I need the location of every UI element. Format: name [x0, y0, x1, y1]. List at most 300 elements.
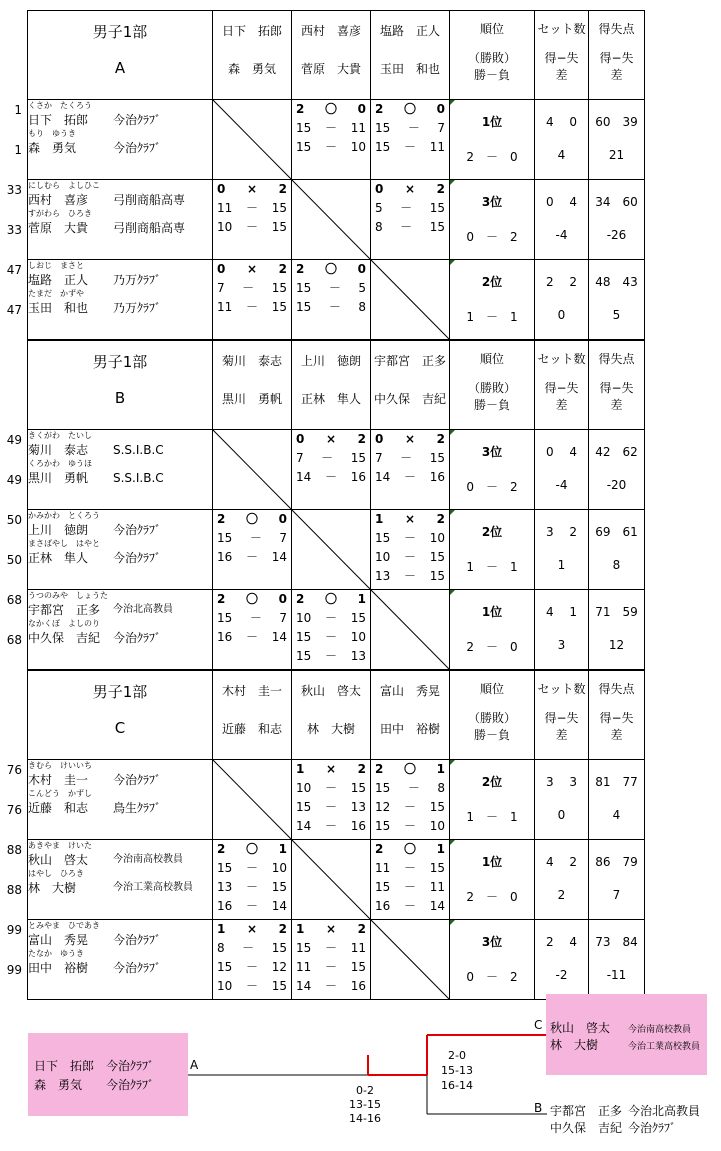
group-title-cell	[28, 11, 213, 100]
game-score: 7 － 15	[375, 451, 445, 465]
pair-kana-1: にしむら よしひこ	[28, 181, 100, 190]
pair-kana-2: すがわら ひろき	[28, 209, 92, 218]
match-result	[292, 430, 370, 487]
rank-cell	[450, 430, 535, 510]
sets-value: 4 2	[545, 855, 578, 869]
match-result	[213, 510, 291, 567]
opponent-name-2: 近藤 和志	[221, 722, 282, 736]
bracket-c-club2: 今治工業高校教員	[628, 1042, 701, 1052]
pair-kana-2: はやし ひろき	[28, 869, 84, 878]
bracket-c-line1	[550, 1019, 691, 1036]
game-score: 15 － 5	[296, 281, 366, 295]
league-table	[27, 340, 645, 670]
bracket-b-line2	[550, 1119, 676, 1136]
match-result	[292, 920, 370, 996]
points-value: 42 62	[595, 445, 638, 459]
diagonal-line	[371, 920, 449, 999]
opponent-name-1: 西村 喜彦	[300, 24, 361, 38]
bracket-a-line1	[34, 1057, 154, 1074]
pair-row	[28, 590, 645, 670]
pair-player-1	[28, 851, 212, 869]
sets-value: 4 1	[545, 605, 578, 619]
match-result	[213, 590, 291, 647]
group-letter: C	[114, 719, 126, 737]
wl-label: 勝－負	[473, 68, 510, 82]
game-score: 15 － 11	[375, 880, 445, 894]
pair-cell	[28, 760, 213, 840]
match-cell	[213, 920, 292, 1000]
cell-marker	[450, 260, 455, 265]
points-label: 得失点	[598, 682, 635, 696]
seed-number: 50	[6, 553, 22, 567]
match-summary: 2 〇 1	[296, 592, 366, 606]
rank-cell	[450, 180, 535, 260]
points-cell	[589, 430, 645, 510]
bracket-c-name2: 林 大樹	[550, 1038, 599, 1052]
rank-cell	[450, 760, 535, 840]
points-value: 86 79	[595, 855, 638, 869]
points-cell	[589, 760, 645, 840]
record-label: （勝敗）	[467, 711, 516, 725]
group-letter: B	[114, 389, 126, 407]
opponent-header	[213, 341, 292, 430]
pair-cell	[28, 510, 213, 590]
rank-cell	[450, 920, 535, 1000]
game-score: 11 － 15	[296, 960, 366, 974]
sets-diff: -4	[555, 478, 568, 492]
pair-row	[28, 510, 645, 590]
bracket-b-label: B	[534, 1101, 543, 1115]
sets-cell	[535, 920, 589, 1000]
player-name: 秋山 啓太	[28, 853, 89, 867]
opponent-header	[292, 11, 371, 100]
points-diff: -26	[606, 228, 627, 242]
points-sub2-label: 差	[610, 398, 623, 412]
pair-player-2	[28, 879, 212, 897]
player-name: 日下 拓郎	[28, 113, 89, 127]
seed-number: 1	[14, 103, 22, 117]
game-score: 15 － 10	[296, 140, 366, 154]
opponent-header	[213, 671, 292, 760]
game-score: 15 － 7	[217, 611, 287, 625]
pair-player-2	[28, 299, 212, 317]
points-cell	[589, 920, 645, 1000]
self-match-cell	[213, 100, 292, 180]
game-score: 10 － 15	[217, 979, 287, 993]
match-cell	[213, 510, 292, 590]
bracket-b-line1	[550, 1102, 700, 1119]
pair-kana-1: うつのみや しょうた	[28, 591, 108, 600]
match-summary: 2 〇 1	[375, 762, 445, 776]
rank-value: 1位	[481, 855, 503, 869]
pair-kana-2: なかくぼ よしのり	[28, 619, 100, 628]
sets-cell	[535, 180, 589, 260]
pair-player-1	[28, 271, 212, 289]
group-title-cell	[28, 341, 213, 430]
points-diff: 5	[612, 308, 621, 322]
pair-player-2	[28, 139, 212, 157]
opponent-name-1: 塩路 正人	[379, 24, 440, 38]
bracket-b-name1: 宇都宮 正多	[550, 1104, 623, 1118]
match-cell	[213, 840, 292, 920]
points-value: 73 84	[595, 935, 638, 949]
cell-marker	[450, 510, 455, 515]
pair-player-2	[28, 959, 212, 977]
win-loss: 0 － 2	[466, 230, 518, 244]
points-cell	[589, 260, 645, 340]
player-name: 森 勇気	[28, 141, 77, 155]
game-score: 10 － 15	[296, 781, 366, 795]
match-result	[371, 100, 449, 157]
sets-value: 2 2	[545, 275, 578, 289]
self-match-cell	[213, 430, 292, 510]
seed-number: 68	[6, 593, 22, 607]
match-summary: 0 × 2	[375, 182, 445, 196]
game-score: 15 － 7	[217, 531, 287, 545]
sets-sub2-label: 差	[555, 728, 568, 742]
game-score: 15 － 11	[296, 121, 366, 135]
seed-number: 49	[6, 433, 22, 447]
player-name: 中久保 吉紀	[28, 631, 101, 645]
group-title: 男子1部	[92, 23, 148, 41]
pair-kana-2: たまだ かずや	[28, 289, 84, 298]
pair-row	[28, 180, 645, 260]
league-table	[27, 10, 645, 340]
group-title-cell	[28, 671, 213, 760]
player-club: 弓削商船高専	[113, 193, 186, 207]
player-name: 木村 圭一	[28, 773, 89, 787]
pair-kana-1: あきやま けいた	[28, 841, 92, 850]
opponent-header	[292, 341, 371, 430]
match-summary: 2 〇 0	[217, 592, 287, 606]
win-loss: 2 － 0	[466, 640, 518, 654]
match-summary: 0 × 2	[296, 432, 366, 446]
points-header	[589, 671, 645, 760]
game-score: 10 － 15	[296, 611, 366, 625]
win-loss: 2 － 0	[466, 150, 518, 164]
sets-header	[535, 341, 589, 430]
match-result	[213, 260, 291, 317]
pair-player-1	[28, 521, 212, 539]
match-summary: 2 〇 0	[375, 102, 445, 116]
pair-row	[28, 430, 645, 510]
game-score: 15 － 8	[296, 300, 366, 314]
bracket-a-club2: 今治ｸﾗﾌﾞ	[106, 1078, 155, 1092]
sets-label: セット数	[537, 352, 586, 366]
seed-number: 99	[6, 963, 22, 977]
sets-sub-label: 得−失	[544, 381, 579, 395]
sets-diff: 0	[557, 808, 566, 822]
player-name: 黒川 勇帆	[28, 471, 89, 485]
game-score: 8 － 15	[375, 220, 445, 234]
match-summary: 0 × 2	[375, 432, 445, 446]
match-cell	[292, 100, 371, 180]
game-score: 10 － 15	[217, 220, 287, 234]
match-cell	[292, 260, 371, 340]
cell-marker	[450, 760, 455, 765]
pair-player-1	[28, 931, 212, 949]
rank-cell	[450, 100, 535, 180]
points-cell	[589, 840, 645, 920]
seed-number: 76	[6, 803, 22, 817]
pair-row	[28, 760, 645, 840]
diagonal-line	[213, 760, 291, 839]
match-cell	[213, 260, 292, 340]
opponent-header	[371, 671, 450, 760]
player-name: 近藤 和志	[28, 801, 89, 815]
game-score: 10 － 15	[375, 550, 445, 564]
record-label: （勝敗）	[467, 51, 516, 65]
player-club: 今治北高教員	[113, 604, 173, 615]
pair-cell	[28, 590, 213, 670]
rank-value: 3位	[481, 935, 503, 949]
game-score: 14 － 16	[296, 979, 366, 993]
game-score: 12 － 15	[375, 800, 445, 814]
pair-row	[28, 840, 645, 920]
pair-kana-1: とみやま ひであき	[28, 921, 100, 930]
game-score: 15 － 10	[375, 531, 445, 545]
player-club: 今治ｸﾗﾌﾞ	[113, 961, 162, 975]
game-score: 15 － 12	[217, 960, 287, 974]
opponent-header	[371, 341, 450, 430]
wl-label: 勝－負	[473, 398, 510, 412]
rank-header	[450, 11, 535, 100]
bracket-b-club1: 今治北高教員	[628, 1104, 701, 1118]
match-summary: 2 〇 1	[217, 842, 287, 856]
pair-cell	[28, 260, 213, 340]
match-result	[371, 840, 449, 916]
player-club: 今治ｸﾗﾌﾞ	[113, 141, 162, 155]
sets-cell	[535, 430, 589, 510]
game-score: 7 － 15	[296, 451, 366, 465]
self-match-cell	[371, 920, 450, 1000]
match-summary: 2 〇 0	[296, 102, 366, 116]
match-summary: 2 〇 0	[217, 512, 287, 526]
match-result	[371, 510, 449, 586]
self-match-cell	[292, 840, 371, 920]
bracket-c-line2	[550, 1036, 700, 1053]
match-result	[371, 430, 449, 487]
self-match-cell	[292, 510, 371, 590]
match-result	[213, 840, 291, 916]
opponent-header	[371, 11, 450, 100]
points-diff: 21	[608, 148, 625, 162]
game-score: 14 － 16	[296, 470, 366, 484]
opponent-header	[292, 671, 371, 760]
bracket-a-name1: 日下 拓郎	[34, 1059, 95, 1073]
pair-kana-1: きくがわ たいし	[28, 431, 92, 440]
rank-cell	[450, 260, 535, 340]
game-score: 15 － 11	[375, 140, 445, 154]
pair-kana-1: くさか たくろう	[28, 101, 92, 110]
win-loss: 1 － 1	[466, 810, 518, 824]
player-name: 林 大樹	[28, 881, 77, 895]
game-score: 14 － 16	[375, 470, 445, 484]
rank-value: 1位	[481, 605, 503, 619]
bracket-cb-score-2: 16-14	[441, 1079, 473, 1092]
player-club: 今治ｸﾗﾌﾞ	[113, 113, 162, 127]
points-value: 81 77	[595, 775, 638, 789]
pair-player-1	[28, 441, 212, 459]
match-cell	[213, 180, 292, 260]
diagonal-line	[213, 430, 291, 509]
diagonal-line	[292, 840, 370, 919]
points-sub-label: 得−失	[599, 711, 634, 725]
seed-number: 1	[14, 143, 22, 157]
sets-value: 4 0	[545, 115, 578, 129]
cell-marker	[450, 100, 455, 105]
sets-label: セット数	[537, 682, 586, 696]
pair-row	[28, 260, 645, 340]
match-cell	[371, 840, 450, 920]
bracket-a-line2	[34, 1076, 154, 1093]
player-club: 弓削商船高専	[113, 221, 186, 235]
match-cell	[371, 760, 450, 840]
rank-value: 3位	[481, 195, 503, 209]
bracket-a-name2: 森 勇気	[34, 1078, 83, 1092]
pair-cell	[28, 100, 213, 180]
player-club: 今治南高校教員	[113, 854, 183, 865]
match-cell	[292, 760, 371, 840]
seed-number: 76	[6, 763, 22, 777]
player-name: 菅原 大貴	[28, 221, 89, 235]
seed-number: 88	[6, 843, 22, 857]
rank-label: 順位	[479, 352, 504, 366]
seed-number: 47	[6, 303, 22, 317]
player-club: 今治工業高校教員	[113, 882, 193, 893]
sets-sub-label: 得−失	[544, 711, 579, 725]
pair-kana-2: まさばやし はやと	[28, 539, 100, 548]
opponent-name-2: 黒川 勇帆	[221, 392, 282, 406]
sets-diff: -4	[555, 228, 568, 242]
opponent-name-1: 日下 拓郎	[221, 24, 282, 38]
game-score: 11 － 15	[217, 201, 287, 215]
bracket-c-club1: 今治南高校教員	[628, 1025, 692, 1035]
bracket-a-box	[28, 1033, 188, 1116]
bracket-a-label: A	[190, 1058, 199, 1072]
sets-header	[535, 11, 589, 100]
win-loss: 0 － 2	[466, 970, 518, 984]
pair-player-2	[28, 219, 212, 237]
points-sub2-label: 差	[610, 728, 623, 742]
match-cell	[213, 590, 292, 670]
self-match-cell	[371, 260, 450, 340]
sets-diff: 2	[557, 888, 566, 902]
game-score: 15 － 13	[296, 800, 366, 814]
match-summary: 1 × 2	[375, 512, 445, 526]
match-summary: 0 × 2	[217, 182, 287, 196]
player-name: 上川 徳朗	[28, 523, 89, 537]
pair-player-1	[28, 111, 212, 129]
pair-kana-1: きむら けいいち	[28, 761, 92, 770]
game-score: 16 － 14	[375, 899, 445, 913]
diagonal-line	[213, 100, 291, 179]
league-table	[27, 670, 645, 1000]
pair-player-1	[28, 191, 212, 209]
sets-value: 0 4	[545, 195, 578, 209]
pair-kana-2: くろかわ ゆうほ	[28, 459, 92, 468]
match-cell	[371, 100, 450, 180]
bracket-a-score-2: 14-16	[349, 1112, 381, 1125]
game-score: 7 － 15	[217, 281, 287, 295]
diagonal-line	[371, 260, 449, 339]
points-value: 71 59	[595, 605, 638, 619]
rank-cell	[450, 510, 535, 590]
game-score: 15 － 7	[375, 121, 445, 135]
pair-kana-1: しおじ まさと	[28, 261, 84, 270]
seed-number: 99	[6, 923, 22, 937]
win-loss: 0 － 2	[466, 480, 518, 494]
opponent-name-1: 木村 圭一	[221, 684, 282, 698]
group-table-c	[6, 670, 644, 1000]
points-header	[589, 341, 645, 430]
rank-cell	[450, 590, 535, 670]
sets-cell	[535, 260, 589, 340]
opponent-name-1: 菊川 泰志	[221, 354, 282, 368]
points-diff: 7	[612, 888, 621, 902]
player-club: S.S.I.B.C	[113, 471, 164, 485]
diagonal-line	[292, 510, 370, 589]
game-score: 11 － 15	[375, 861, 445, 875]
pair-player-2	[28, 799, 212, 817]
bracket-a-club1: 今治ｸﾗﾌﾞ	[106, 1059, 155, 1073]
match-cell	[371, 430, 450, 510]
pair-cell	[28, 840, 213, 920]
points-value: 60 39	[595, 115, 638, 129]
opponent-name-2: 正林 隼人	[300, 392, 361, 406]
game-score: 15 － 10	[375, 819, 445, 833]
bracket-b-name2: 中久保 吉紀	[550, 1121, 623, 1135]
points-cell	[589, 590, 645, 670]
opponent-name-2: 中久保 吉紀	[373, 392, 446, 406]
match-result	[292, 590, 370, 666]
seed-number: 33	[6, 183, 22, 197]
sets-cell	[535, 510, 589, 590]
cell-marker	[450, 590, 455, 595]
game-score: 11 － 15	[217, 300, 287, 314]
sets-header	[535, 671, 589, 760]
points-diff: 12	[608, 638, 625, 652]
player-club: 今治ｸﾗﾌﾞ	[113, 933, 162, 947]
sets-diff: -2	[555, 968, 568, 982]
pair-cell	[28, 920, 213, 1000]
cell-marker	[450, 920, 455, 925]
player-name: 菊川 泰志	[28, 443, 89, 457]
sets-value: 3 3	[545, 775, 578, 789]
game-score: 16 － 14	[217, 630, 287, 644]
match-cell	[371, 510, 450, 590]
bracket-a-scores	[345, 1084, 385, 1126]
rank-value: 3位	[481, 445, 503, 459]
win-loss: 1 － 1	[466, 560, 518, 574]
player-club: 今治ｸﾗﾌﾞ	[113, 773, 162, 787]
player-name: 富山 秀晃	[28, 933, 89, 947]
rank-value: 2位	[481, 525, 503, 539]
player-name: 西村 喜彦	[28, 193, 89, 207]
wl-label: 勝－負	[473, 728, 510, 742]
points-diff: 8	[612, 558, 621, 572]
opponent-name-1: 富山 秀晃	[379, 684, 440, 698]
game-score: 15 － 10	[296, 630, 366, 644]
pair-kana-2: もり ゆうき	[28, 129, 76, 138]
self-match-cell	[213, 760, 292, 840]
match-cell	[292, 590, 371, 670]
group-title: 男子1部	[92, 353, 148, 371]
group-table-b	[6, 340, 644, 670]
seed-number: 50	[6, 513, 22, 527]
player-club: S.S.I.B.C	[113, 443, 164, 457]
cell-marker	[450, 840, 455, 845]
